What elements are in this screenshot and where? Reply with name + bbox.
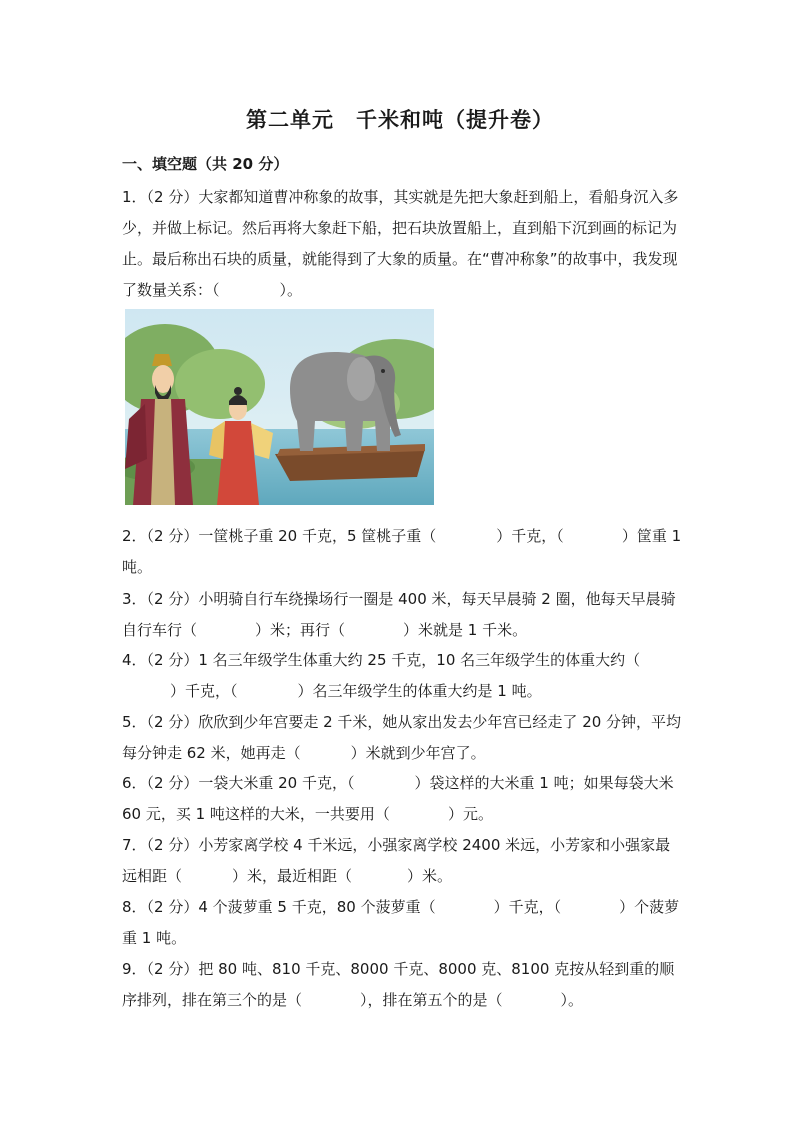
question-4: 4．（2 分）1 名三年级学生体重大约 25 千克，10 名三年级学生的体重大约（）千克，（ ）名三年级学生的体重大约是 1 吨。	[122, 651, 641, 700]
cao-chong-weighs-elephant-image	[125, 309, 434, 505]
question-9: 9．（2 分）把 80 吨、810 千克、8000 千克、8000 克、8100 克按从轻到重的顺序排列，排在第三个的是（ ），排在第五个的是（ ）。	[122, 960, 675, 1009]
question-3: 3．（2 分）小明骑自行车绕操场行一圈是 400 米，每天早晨骑 2 圈，他每天早晨骑自行车行（ ）米；再行（ ）米就是 1 千米。	[122, 590, 676, 639]
question-1: 1．（2 分）大家都知道曹冲称象的故事，其实就是先把大象赶到船上，看船身沉入多少，并做上标记。然后再将大象赶下船，把石块放置船上，直到船下沉到画的标记为止。最后称出石块的质量，就能得到了大象的质量。在“曹冲称象”的故事中，我发现了数量关系：（ ）。	[122, 188, 679, 299]
question-7: 7．（2 分）小芳家离学校 4 千米远，小强家离学校 2400 米远，小芳家和小强家最远相距（ ）米，最近相距（ ）米。	[122, 836, 671, 885]
page-title: 第二单元 千米和吨（提升卷）	[246, 108, 554, 132]
question-5: 5．（2 分）欣欣到少年宫要走 2 千米，她从家出发去少年宫已经走了 20 分钟，平均每分钟走 62 米，她再走（ ）米就到少年宫了。	[122, 713, 682, 762]
question-8: 8．（2 分）4 个菠萝重 5 千克，80 个菠萝重（ ）千克，（ ）个菠萝重 1 吨。	[122, 898, 680, 947]
story-illustration	[125, 309, 434, 505]
question-6: 6．（2 分）一袋大米重 20 千克，（ ）袋这样的大米重 1 吨；如果每袋大米 60 元，买 1 吨这样的大米，一共要用（ ）元。	[122, 774, 674, 823]
section-heading: 一、填空题（共 20 分）	[122, 155, 289, 173]
question-2: 2．（2 分）一筐桃子重 20 千克，5 筐桃子重（ ）千克，（ ）筐重 1 吨。	[122, 527, 682, 576]
